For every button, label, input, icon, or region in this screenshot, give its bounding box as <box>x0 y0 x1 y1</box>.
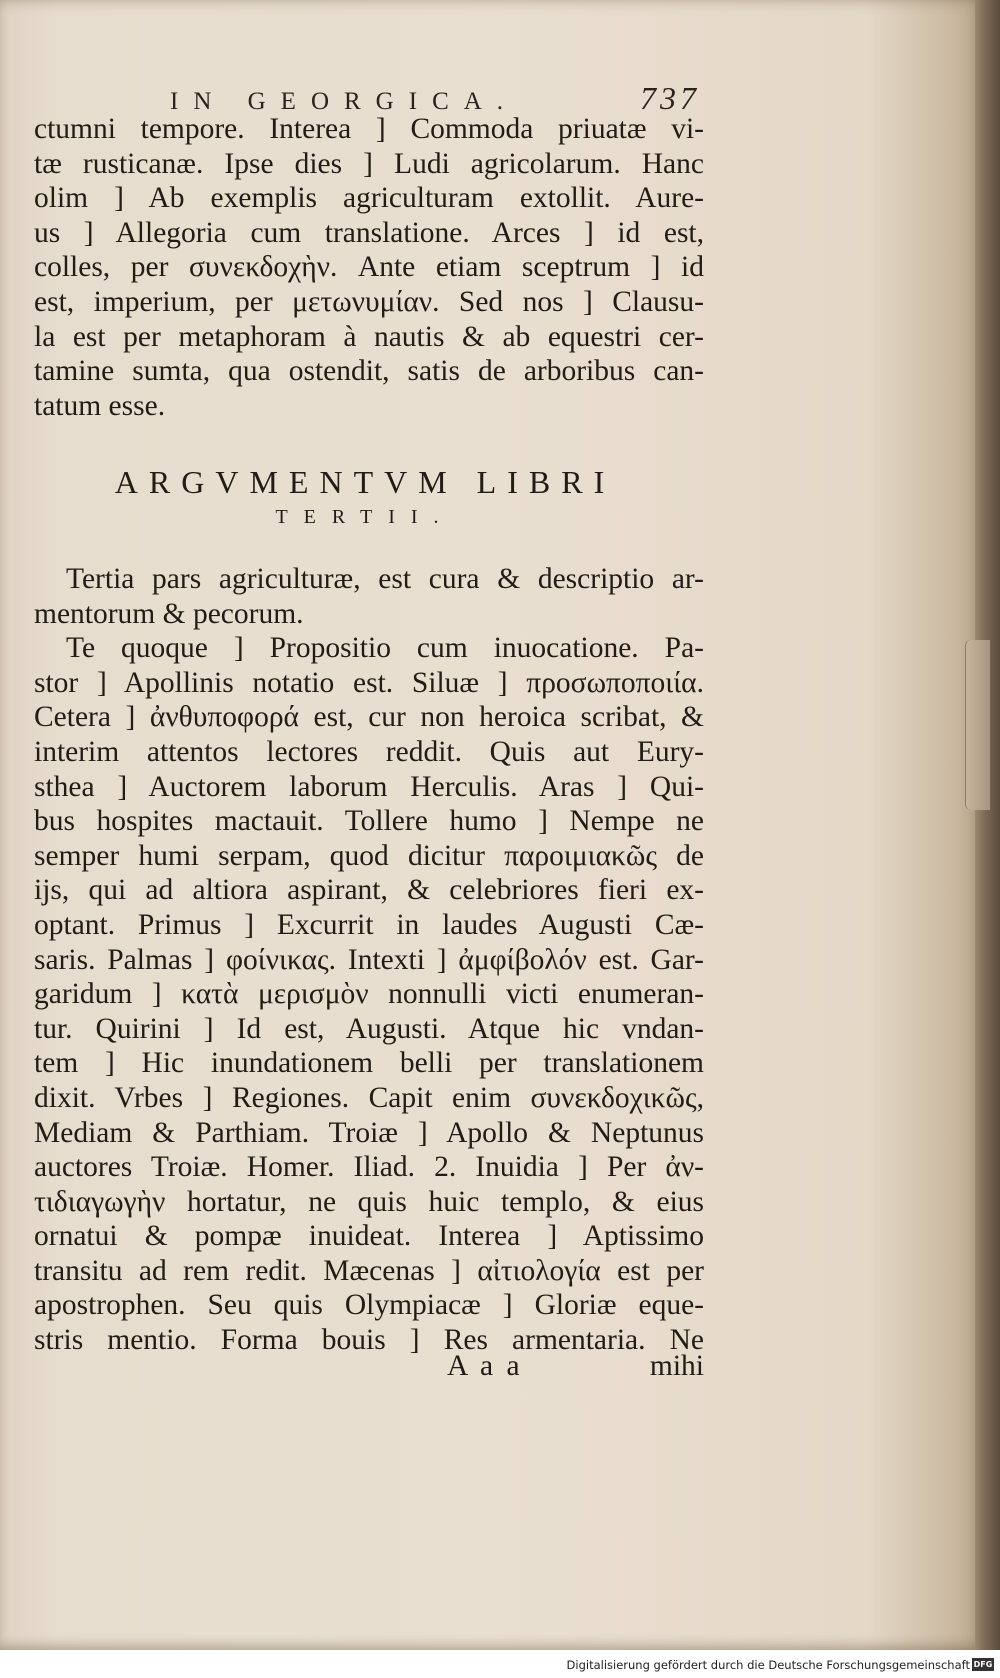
text-line: tamine sumta, qua ostendit, satis de arboribus can- <box>34 355 704 388</box>
text-line: olim ] Ab exemplis agriculturam extollit. Aure- <box>34 182 704 215</box>
text-line: transitu ad rem redit. Mæcenas ] αἰτιολογία est per <box>34 1254 704 1287</box>
text-line: Mediam & Parthiam. Troiæ ] Apollo & Neptunus <box>34 1116 704 1149</box>
text-line: sthea ] Auctorem laborum Herculis. Aras ] Qui- <box>34 770 704 803</box>
text-line: est, imperium, per μετωνυμίαν. Sed nos ] Clausu- <box>34 285 704 318</box>
text-line: bus hospites mactauit. Tollere humo ] Nempe ne <box>34 805 704 838</box>
text-line: tur. Quirini ] Id est, Augusti. Atque hic vndan- <box>34 1012 704 1045</box>
signature-mark: A a a <box>447 1350 523 1382</box>
text-line: Te quoque ] Propositio cum inuocatione. Pa- <box>66 632 704 665</box>
text-line: garidum ] κατὰ μερισμὸν nonnulli victi enumeran- <box>34 978 704 1011</box>
text-line: tæ rusticanæ. Ipse dies ] Ludi agricolarum. Hanc <box>34 147 704 180</box>
text-line: stris mentio. Forma bouis ] Res armentaria. Ne <box>34 1324 704 1357</box>
text-line: ijs, qui ad altiora aspirant, & celebriores fieri ex- <box>34 874 704 907</box>
text-line: ctumni tempore. Interea ] Commoda priuatæ vi- <box>34 113 704 145</box>
text-line: saris. Palmas ] φοίνικας. Intexti ] ἀμφίβολόν est. Gar- <box>34 943 704 976</box>
text-line: Tertia pars agriculturæ, est cura & descriptio ar- <box>66 563 704 595</box>
text-line: semper humi serpam, quod dicitur παροιμιακῶς de <box>34 839 704 872</box>
text-line: stor ] Apollinis notatio est. Siluæ ] προσωποποιία. <box>34 666 704 699</box>
commentary-block-1 <box>34 112 704 423</box>
credit-bar <box>0 1650 1000 1678</box>
section-heading <box>60 463 670 531</box>
text-line: la est per metaphoram à nautis & ab equestri cer- <box>34 320 704 353</box>
page-number: 737 <box>640 80 700 116</box>
running-head-title: IN GEORGICA. <box>170 88 519 115</box>
text-line: dixit. Vrbes ] Regiones. Capit enim συνεκδοχικῶς, <box>34 1081 704 1114</box>
text-line: tatum esse. <box>34 389 166 422</box>
text-line: interim attentos lectores reddit. Quis aut Eury- <box>34 735 704 768</box>
catchword: mihi <box>649 1350 704 1382</box>
dfg-logo: DFG <box>973 1660 993 1669</box>
commentary-block-2 <box>34 562 704 1358</box>
page-edge <box>975 0 1000 1650</box>
text-line: auctores Troiæ. Homer. Iliad. 2. Inuidia ] Per ἀν- <box>34 1151 704 1184</box>
digitization-credit: Digitalisierung gefördert durch die Deutsche Forschungsgemeinschaft <box>566 1658 970 1672</box>
text-line: us ] Allegoria cum translatione. Arces ] id est, <box>34 216 704 249</box>
text-line: mentorum & pecorum. <box>34 597 304 630</box>
text-line: Cetera ] ἀνθυποφορά est, cur non heroica scribat, & <box>34 701 704 734</box>
text-line: optant. Primus ] Excurrit in laudes Augusti Cæ- <box>34 908 704 941</box>
heading-line-1: ARGVMENTVM LIBRI <box>114 464 616 500</box>
text-line: ornatui & pompæ inuideat. Interea ] Aptissimo <box>34 1220 704 1253</box>
page-tab <box>965 640 990 810</box>
heading-line-2: TERTII. <box>275 506 455 528</box>
text-line: colles, per συνεκδοχὴν. Ante etiam sceptrum ] id <box>34 251 704 284</box>
text-line: tem ] Hic inundationem belli per translationem <box>34 1047 704 1080</box>
text-line: apostrophen. Seu quis Olympiacæ ] Gloriæ eque- <box>34 1289 704 1322</box>
text-line: τιδιαγωγὴν hortatur, ne quis huic templo, & eius <box>34 1185 704 1218</box>
